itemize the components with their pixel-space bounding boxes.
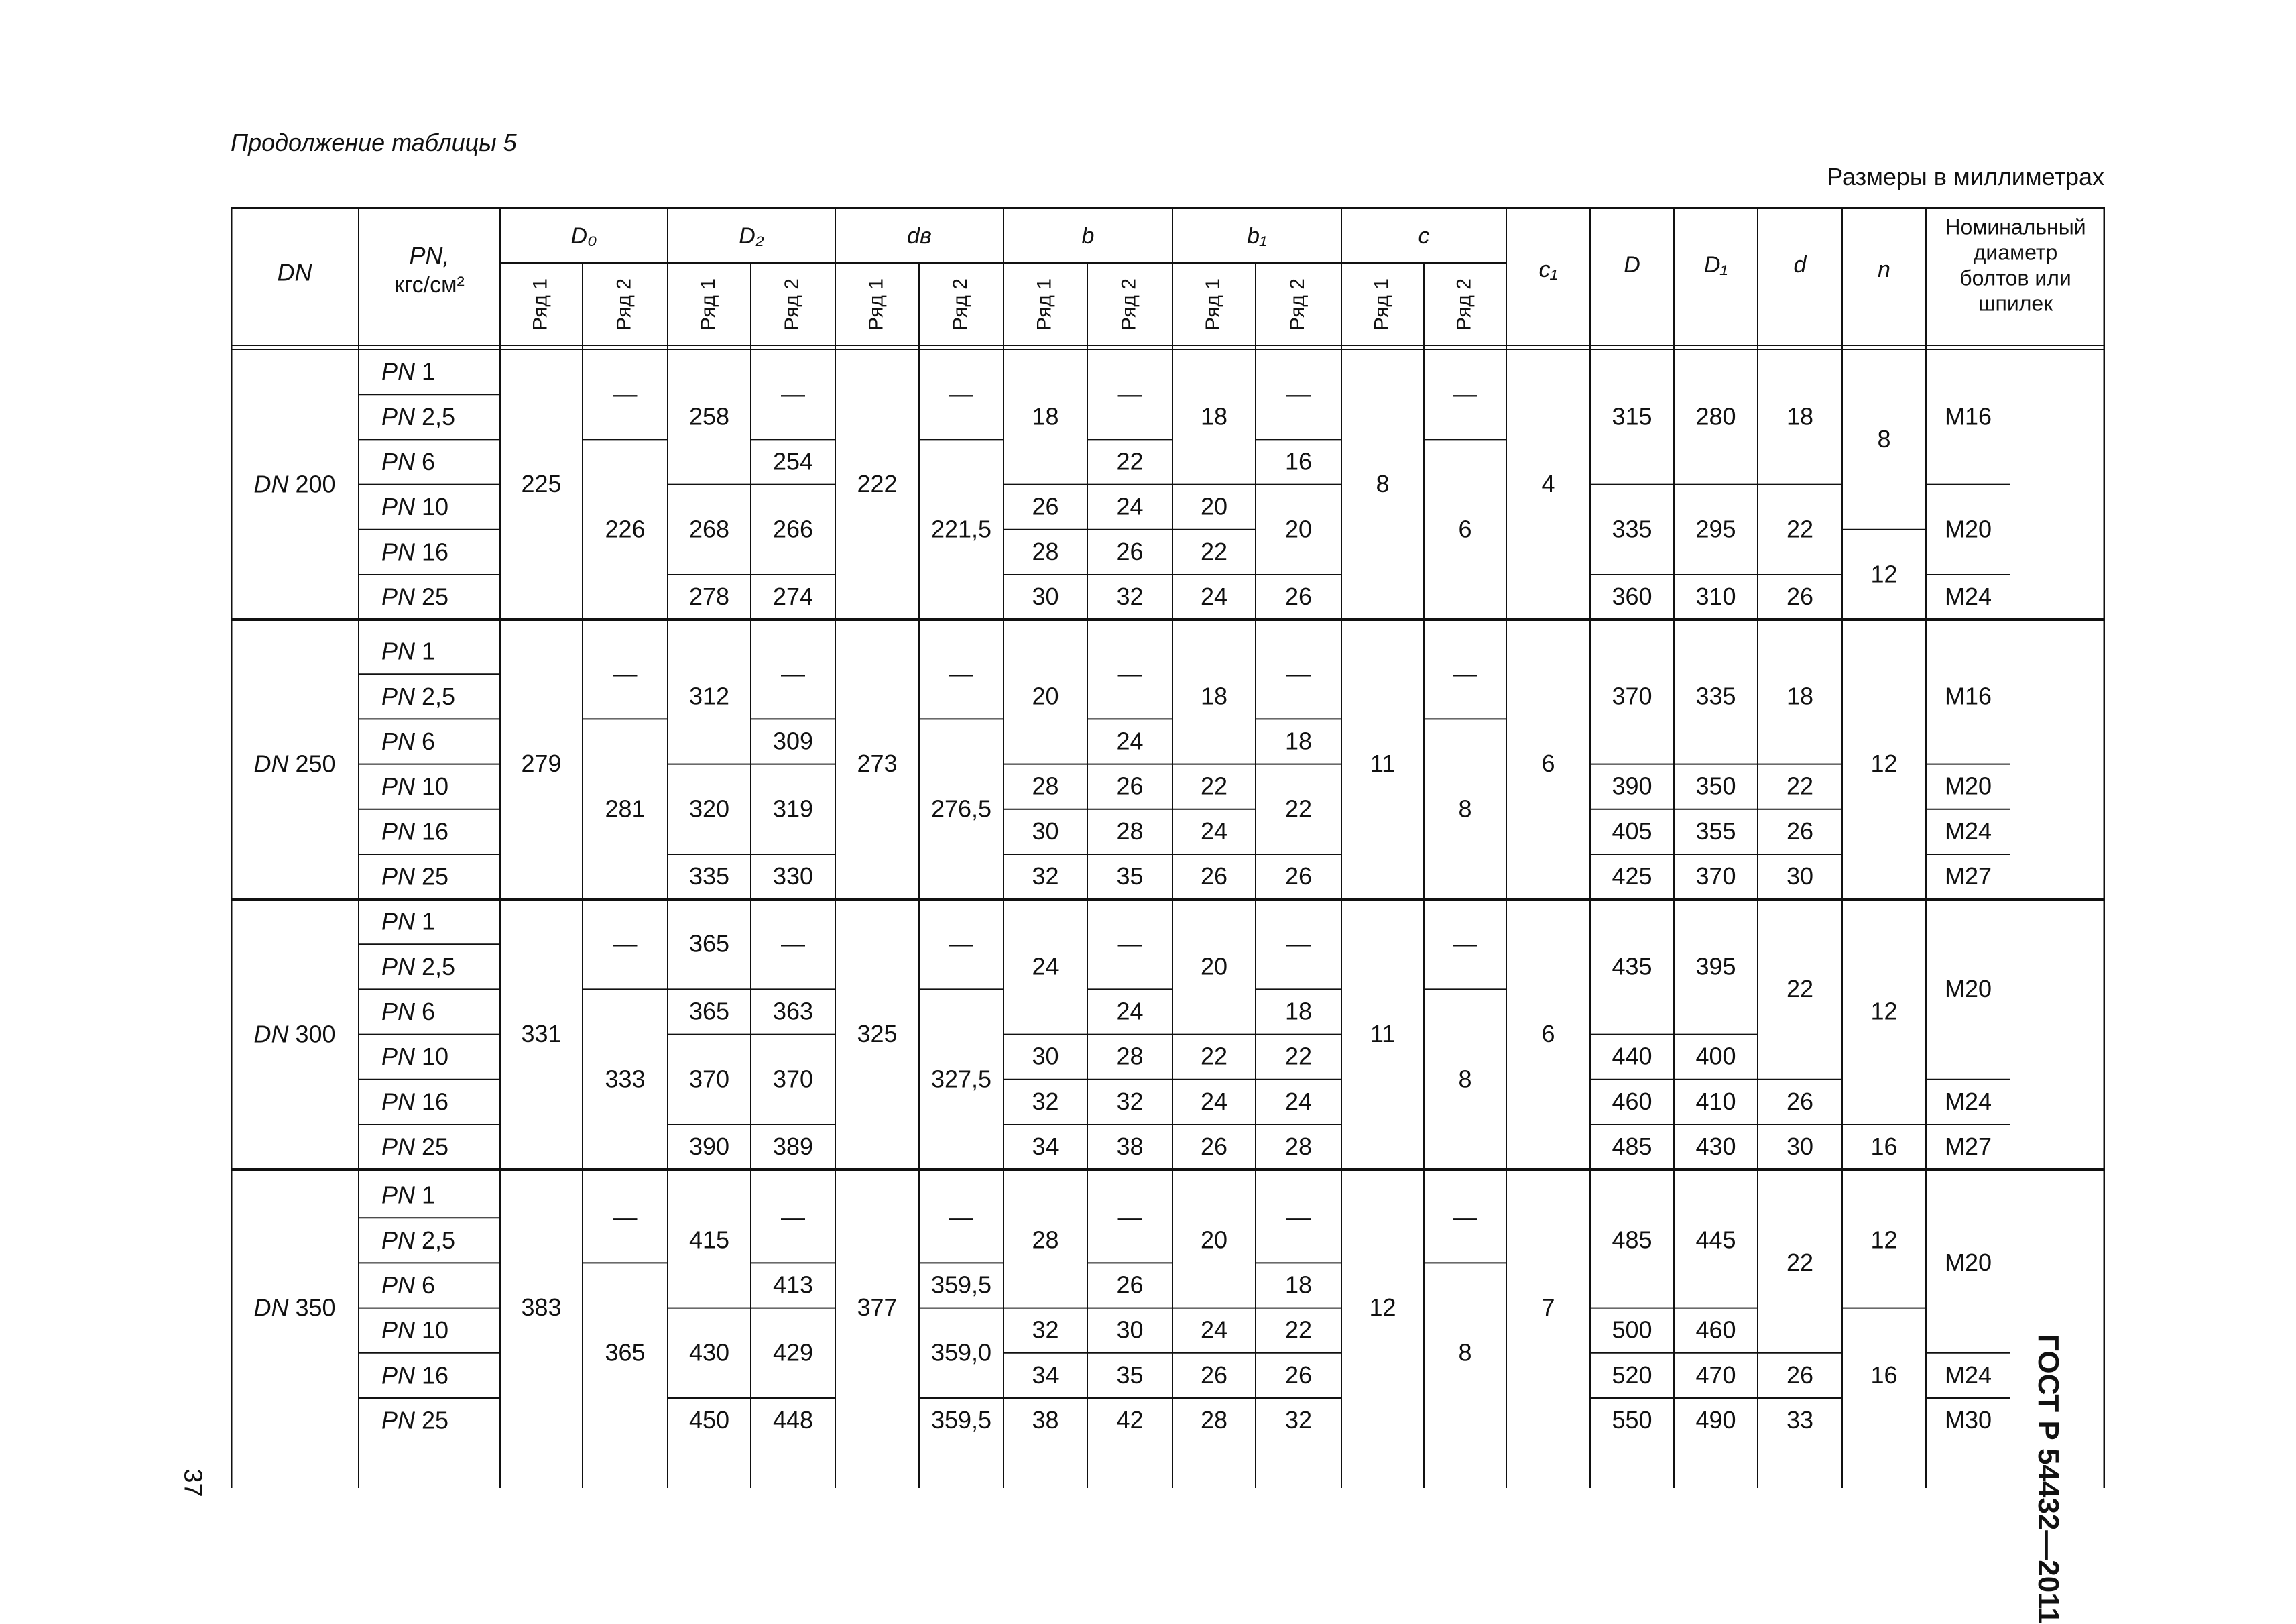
table-cell: 22 [1284,795,1313,823]
table-cell: — [1453,380,1477,408]
table-cell: 12 [1369,1293,1396,1322]
table-cell: 330 [772,862,814,890]
table-cell: 425 [1612,862,1652,890]
table-cell: 26 [1284,862,1313,890]
table-cell: 12 [1870,997,1898,1025]
pn-label: PN 10 [381,772,449,800]
pn-label: PN 2,5 [381,952,456,980]
table-cell: M16 [1944,682,1992,710]
table-cell: 16 [1284,447,1313,475]
table-cell: — [1286,1203,1311,1231]
table-cell: 24 [1116,492,1144,520]
table-cell: 24 [1200,1316,1228,1344]
table-cell: — [949,1203,973,1231]
table-cell: — [613,929,638,958]
table-cell: 440 [1612,1042,1652,1070]
header-row1: Ряд 1 [1201,278,1224,331]
table-cell: 18 [1284,1271,1313,1299]
table-cell: 312 [688,682,730,710]
table-cell: 24 [1116,997,1144,1025]
table-cell: 360 [1612,583,1652,611]
table-cell: 8 [1458,795,1472,823]
table-cell: 22 [1116,447,1144,475]
pn-label: PN 25 [381,1133,449,1161]
table-cell: — [1453,659,1477,687]
table-cell: 30 [1032,817,1059,845]
table-cell: 266 [772,515,814,543]
table-cell: 435 [1612,952,1652,980]
table-cell: 22 [1786,772,1814,800]
table-cell: 405 [1612,817,1652,845]
table-cell: 18 [1786,682,1814,710]
table-cell: M30 [1944,1406,1992,1434]
table-cell: 30 [1116,1316,1144,1344]
table-cell: M24 [1944,583,1992,611]
table-cell: 16 [1870,1133,1898,1161]
table-cell: M27 [1944,1133,1992,1161]
table-cell: 26 [1284,1360,1313,1389]
table-cell: 365 [688,997,730,1025]
header-c: c [1418,223,1430,249]
pn-label: PN 16 [381,537,449,565]
table-cell: M24 [1944,1360,1992,1389]
header-row2: Ряд 2 [780,278,803,331]
table-cell: 24 [1032,952,1059,980]
header-b1: b₁ [1247,223,1267,249]
header-D1: D₁ [1703,251,1728,278]
table-cell: M20 [1944,974,1992,1002]
table-cell: 221,5 [930,515,992,543]
table-cell: 28 [1200,1406,1228,1434]
header-pn: PN, [409,241,450,270]
table-cell: — [1117,1203,1142,1231]
pn-label: PN 10 [381,1316,449,1344]
header-row2: Ряд 2 [1117,278,1140,331]
units-note: Размеры в миллиметрах [1827,163,2104,190]
table-cell: 325 [857,1020,898,1048]
table-cell: 331 [521,1020,562,1048]
table-cell: 26 [1116,1271,1144,1299]
table-cell: — [1286,380,1311,408]
table-cell: 389 [772,1133,814,1161]
table-cell: 12 [1870,1226,1898,1254]
table-cell: 370 [1612,682,1652,710]
table-cell: 12 [1870,560,1898,588]
table-cell: 42 [1116,1406,1144,1434]
header-D: D [1624,251,1640,278]
table-cell: 32 [1032,1316,1059,1344]
pn-label: PN 6 [381,1271,436,1299]
table-cell: 413 [772,1271,814,1299]
pn-label: PN 16 [381,1360,449,1389]
table-cell: 4 [1541,470,1555,498]
table-cell: 20 [1200,952,1228,980]
table-cell: 22 [1200,1042,1228,1070]
header-d2: D₂ [739,223,764,249]
table-cell: — [1117,929,1142,958]
table-cell: 448 [772,1406,814,1434]
table-cell: 26 [1032,492,1059,520]
table-cell: 319 [772,795,814,823]
table-cell: 485 [1612,1226,1652,1254]
table-cell: 400 [1695,1042,1736,1070]
table-cell: 550 [1612,1406,1652,1434]
table-cell: 8 [1376,470,1390,498]
table-cell: — [781,659,805,687]
table-cell: 370 [772,1065,814,1093]
table-cell: 359,0 [930,1338,992,1367]
table-cell: 22 [1200,772,1228,800]
table-cell: 11 [1370,750,1396,778]
table-cell: 28 [1032,772,1059,800]
table-cell: 16 [1870,1360,1898,1389]
table-cell: — [613,659,638,687]
dn-label: DN 350 [253,1293,336,1322]
pn-label: PN 10 [381,1042,449,1070]
header-bolt-diameter: Номинальный [1945,215,2086,239]
flange-dimensions-table [231,207,2105,1488]
table-cell: 278 [688,583,730,611]
table-cell: 26 [1200,1133,1228,1161]
header-n: n [1878,256,1890,282]
table-cell: 28 [1116,817,1144,845]
table-cell: 28 [1284,1133,1313,1161]
table-cell: 274 [772,583,814,611]
table-cell: 22 [1786,1248,1814,1276]
table-cell: — [613,1203,638,1231]
table-cell: 310 [1695,583,1736,611]
table-cell: 26 [1786,817,1814,845]
table-cell: 226 [605,515,646,543]
table-cell: M20 [1944,515,1992,543]
table-cell: 365 [605,1338,646,1367]
table-cell: 395 [1695,952,1736,980]
table-cell: — [1117,380,1142,408]
table-cell: 35 [1116,1360,1144,1389]
table-cell: 24 [1284,1087,1313,1115]
table-cell: 500 [1612,1316,1652,1344]
table-cell: 333 [605,1065,646,1093]
header-b: b [1081,223,1095,249]
header-row2: Ряд 2 [949,278,971,331]
table-cell: 38 [1116,1133,1144,1161]
table-cell: 24 [1200,817,1228,845]
table-cell: 390 [1612,772,1652,800]
table-cell: 32 [1284,1406,1313,1434]
header-dn: DN [277,258,312,286]
table-cell: 18 [1200,682,1228,710]
pn-label: PN 1 [381,357,436,386]
table-cell: 26 [1786,1087,1814,1115]
table-cell: 359,5 [930,1406,992,1434]
header-row1: Ряд 1 [1370,278,1393,331]
table-cell: — [949,929,973,958]
header-row2: Ряд 2 [1286,278,1309,331]
table-cell: 18 [1284,997,1313,1025]
table-svg [231,207,2105,1488]
table-cell: 38 [1032,1406,1059,1434]
table-cell: 30 [1786,1133,1814,1161]
table-cell: 327,5 [930,1065,992,1093]
header-pn-units: кгс/см² [394,272,465,298]
header-row1: Ряд 1 [1033,278,1056,331]
table-cell: 460 [1612,1087,1652,1115]
table-cell: 363 [772,997,814,1025]
table-cell: 281 [605,795,646,823]
table-cell: 460 [1695,1316,1736,1344]
pn-label: PN 16 [381,817,449,845]
table-cell: 8 [1458,1065,1472,1093]
table-cell: 470 [1695,1360,1736,1389]
table-cell: 22 [1786,515,1814,543]
table-cell: 33 [1786,1406,1814,1434]
header-c1: c₁ [1538,256,1558,282]
table-cell: 415 [688,1226,730,1254]
table-cell: M20 [1944,772,1992,800]
table-cell: 225 [521,470,562,498]
header-row2: Ряд 2 [613,278,636,331]
table-cell: 490 [1695,1406,1736,1434]
table-cell: 26 [1786,583,1814,611]
table-cell: 254 [772,447,814,475]
table-cell: 18 [1786,402,1814,430]
table-cell: 26 [1200,1360,1228,1389]
header-row2: Ряд 2 [1453,278,1475,331]
table-cell: 30 [1032,583,1059,611]
table-cell: 370 [1695,862,1736,890]
table-cell: 24 [1200,583,1228,611]
table-cell: 355 [1695,817,1736,845]
table-cell: 20 [1284,515,1313,543]
pn-label: PN 25 [381,583,449,611]
table-cell: — [613,380,638,408]
table-cell: 26 [1116,537,1144,565]
header-d: d [1793,251,1807,278]
table-cell: 20 [1200,1226,1228,1254]
table-cell: 26 [1786,1360,1814,1389]
table-cell: — [949,380,973,408]
document-code: ГОСТ Р 54432—2011 [2032,1334,2065,1624]
table-cell: 520 [1612,1360,1652,1389]
table-cell: 6 [1541,750,1555,778]
table-cell: 32 [1032,862,1059,890]
header-bolt-diameter: шпилек [1978,291,2053,316]
table-cell: 429 [772,1338,814,1367]
table-cell: 22 [1284,1316,1313,1344]
table-cell: 485 [1612,1133,1652,1161]
table-cell: 273 [857,750,898,778]
table-cell: 222 [857,470,898,498]
table-cell: 30 [1032,1042,1059,1070]
table-cell: 28 [1032,1226,1059,1254]
table-cell: M24 [1944,817,1992,845]
pn-label: PN 1 [381,637,436,665]
table-cell: M27 [1944,862,1992,890]
pn-label: PN 6 [381,997,436,1025]
header-row1: Ряд 1 [697,278,719,331]
header-row1: Ряд 1 [529,278,552,331]
table-cell: 430 [688,1338,730,1367]
table-cell: — [781,1203,805,1231]
table-cell: 26 [1284,583,1313,611]
table-cell: 32 [1116,1087,1144,1115]
table-cell: — [949,659,973,687]
table-cell: — [1453,1203,1477,1231]
header-d0: D₀ [570,223,597,249]
table-cell: 28 [1116,1042,1144,1070]
dn-label: DN 300 [253,1020,336,1048]
table-caption: Продолжение таблицы 5 [231,129,517,156]
table-cell: 18 [1032,402,1059,430]
table-cell: 450 [688,1406,730,1434]
table-cell: 11 [1370,1020,1396,1048]
table-cell: 350 [1695,772,1736,800]
table-cell: 22 [1200,537,1228,565]
table-cell: 410 [1695,1087,1736,1115]
table-cell: 295 [1695,515,1736,543]
pn-label: PN 2,5 [381,1226,456,1254]
table-cell: 18 [1284,727,1313,755]
pn-label: PN 10 [381,492,449,520]
table-cell: 370 [688,1065,730,1093]
table-cell: 309 [772,727,814,755]
table-cell: 18 [1200,402,1228,430]
table-cell: 320 [688,795,730,823]
table-cell: 32 [1032,1087,1059,1115]
table-cell: 22 [1284,1042,1313,1070]
table-cell: 335 [1612,515,1652,543]
table-cell: 28 [1032,537,1059,565]
table-cell: M24 [1944,1087,1992,1115]
table-cell: 445 [1695,1226,1736,1254]
pn-label: PN 6 [381,447,436,475]
table-cell: 359,5 [930,1271,992,1299]
pn-label: PN 25 [381,862,449,890]
table-cell: — [1453,929,1477,958]
table-cell: 315 [1612,402,1652,430]
table-cell: 7 [1541,1293,1555,1322]
table-cell: 30 [1786,862,1814,890]
table-cell: 34 [1032,1133,1059,1161]
table-cell: 22 [1786,974,1814,1002]
table-cell: — [1286,659,1311,687]
table-cell: 377 [857,1293,898,1322]
page-number: 37 [178,1468,207,1497]
table-cell: 6 [1458,515,1472,543]
table-cell: — [781,929,805,958]
table-cell: 280 [1695,402,1736,430]
table-cell: 383 [521,1293,562,1322]
table-cell: M20 [1944,1248,1992,1276]
table-cell: — [781,380,805,408]
table-cell: 335 [1695,682,1736,710]
table-cell: 24 [1116,727,1144,755]
table-cell: 365 [688,929,730,958]
table-cell: 20 [1032,682,1059,710]
table-cell: M16 [1944,402,1992,430]
header-bolt-diameter: диаметр [1973,240,2058,265]
table-cell: 34 [1032,1360,1059,1389]
table-cell: 279 [521,750,562,778]
table-cell: 430 [1695,1133,1736,1161]
pn-label: PN 25 [381,1406,449,1434]
pn-label: PN 6 [381,727,436,755]
table-cell: 26 [1116,772,1144,800]
pn-label: PN 1 [381,907,436,935]
header-bolt-diameter: болтов или [1959,266,2071,290]
table-cell: 335 [688,862,730,890]
header-row1: Ряд 1 [865,278,888,331]
table-cell: 8 [1458,1338,1472,1367]
table-cell: 26 [1200,862,1228,890]
table-cell: — [1117,659,1142,687]
table-cell: 276,5 [930,795,992,823]
pn-label: PN 16 [381,1087,449,1115]
dn-label: DN 250 [253,750,336,778]
table-cell: 390 [688,1133,730,1161]
pn-label: PN 1 [381,1181,436,1209]
dn-label: DN 200 [253,470,336,498]
table-cell: 20 [1200,492,1228,520]
pn-label: PN 2,5 [381,402,456,430]
table-cell: 35 [1116,862,1144,890]
table-cell: 32 [1116,583,1144,611]
table-cell: — [1286,929,1311,958]
table-cell: 8 [1877,424,1891,453]
table-cell: 12 [1870,750,1898,778]
header-dv: dв [907,223,932,249]
table-cell: 24 [1200,1087,1228,1115]
pn-label: PN 2,5 [381,682,456,710]
table-cell: 268 [688,515,730,543]
table-cell: 6 [1541,1020,1555,1048]
table-cell: 258 [688,402,730,430]
